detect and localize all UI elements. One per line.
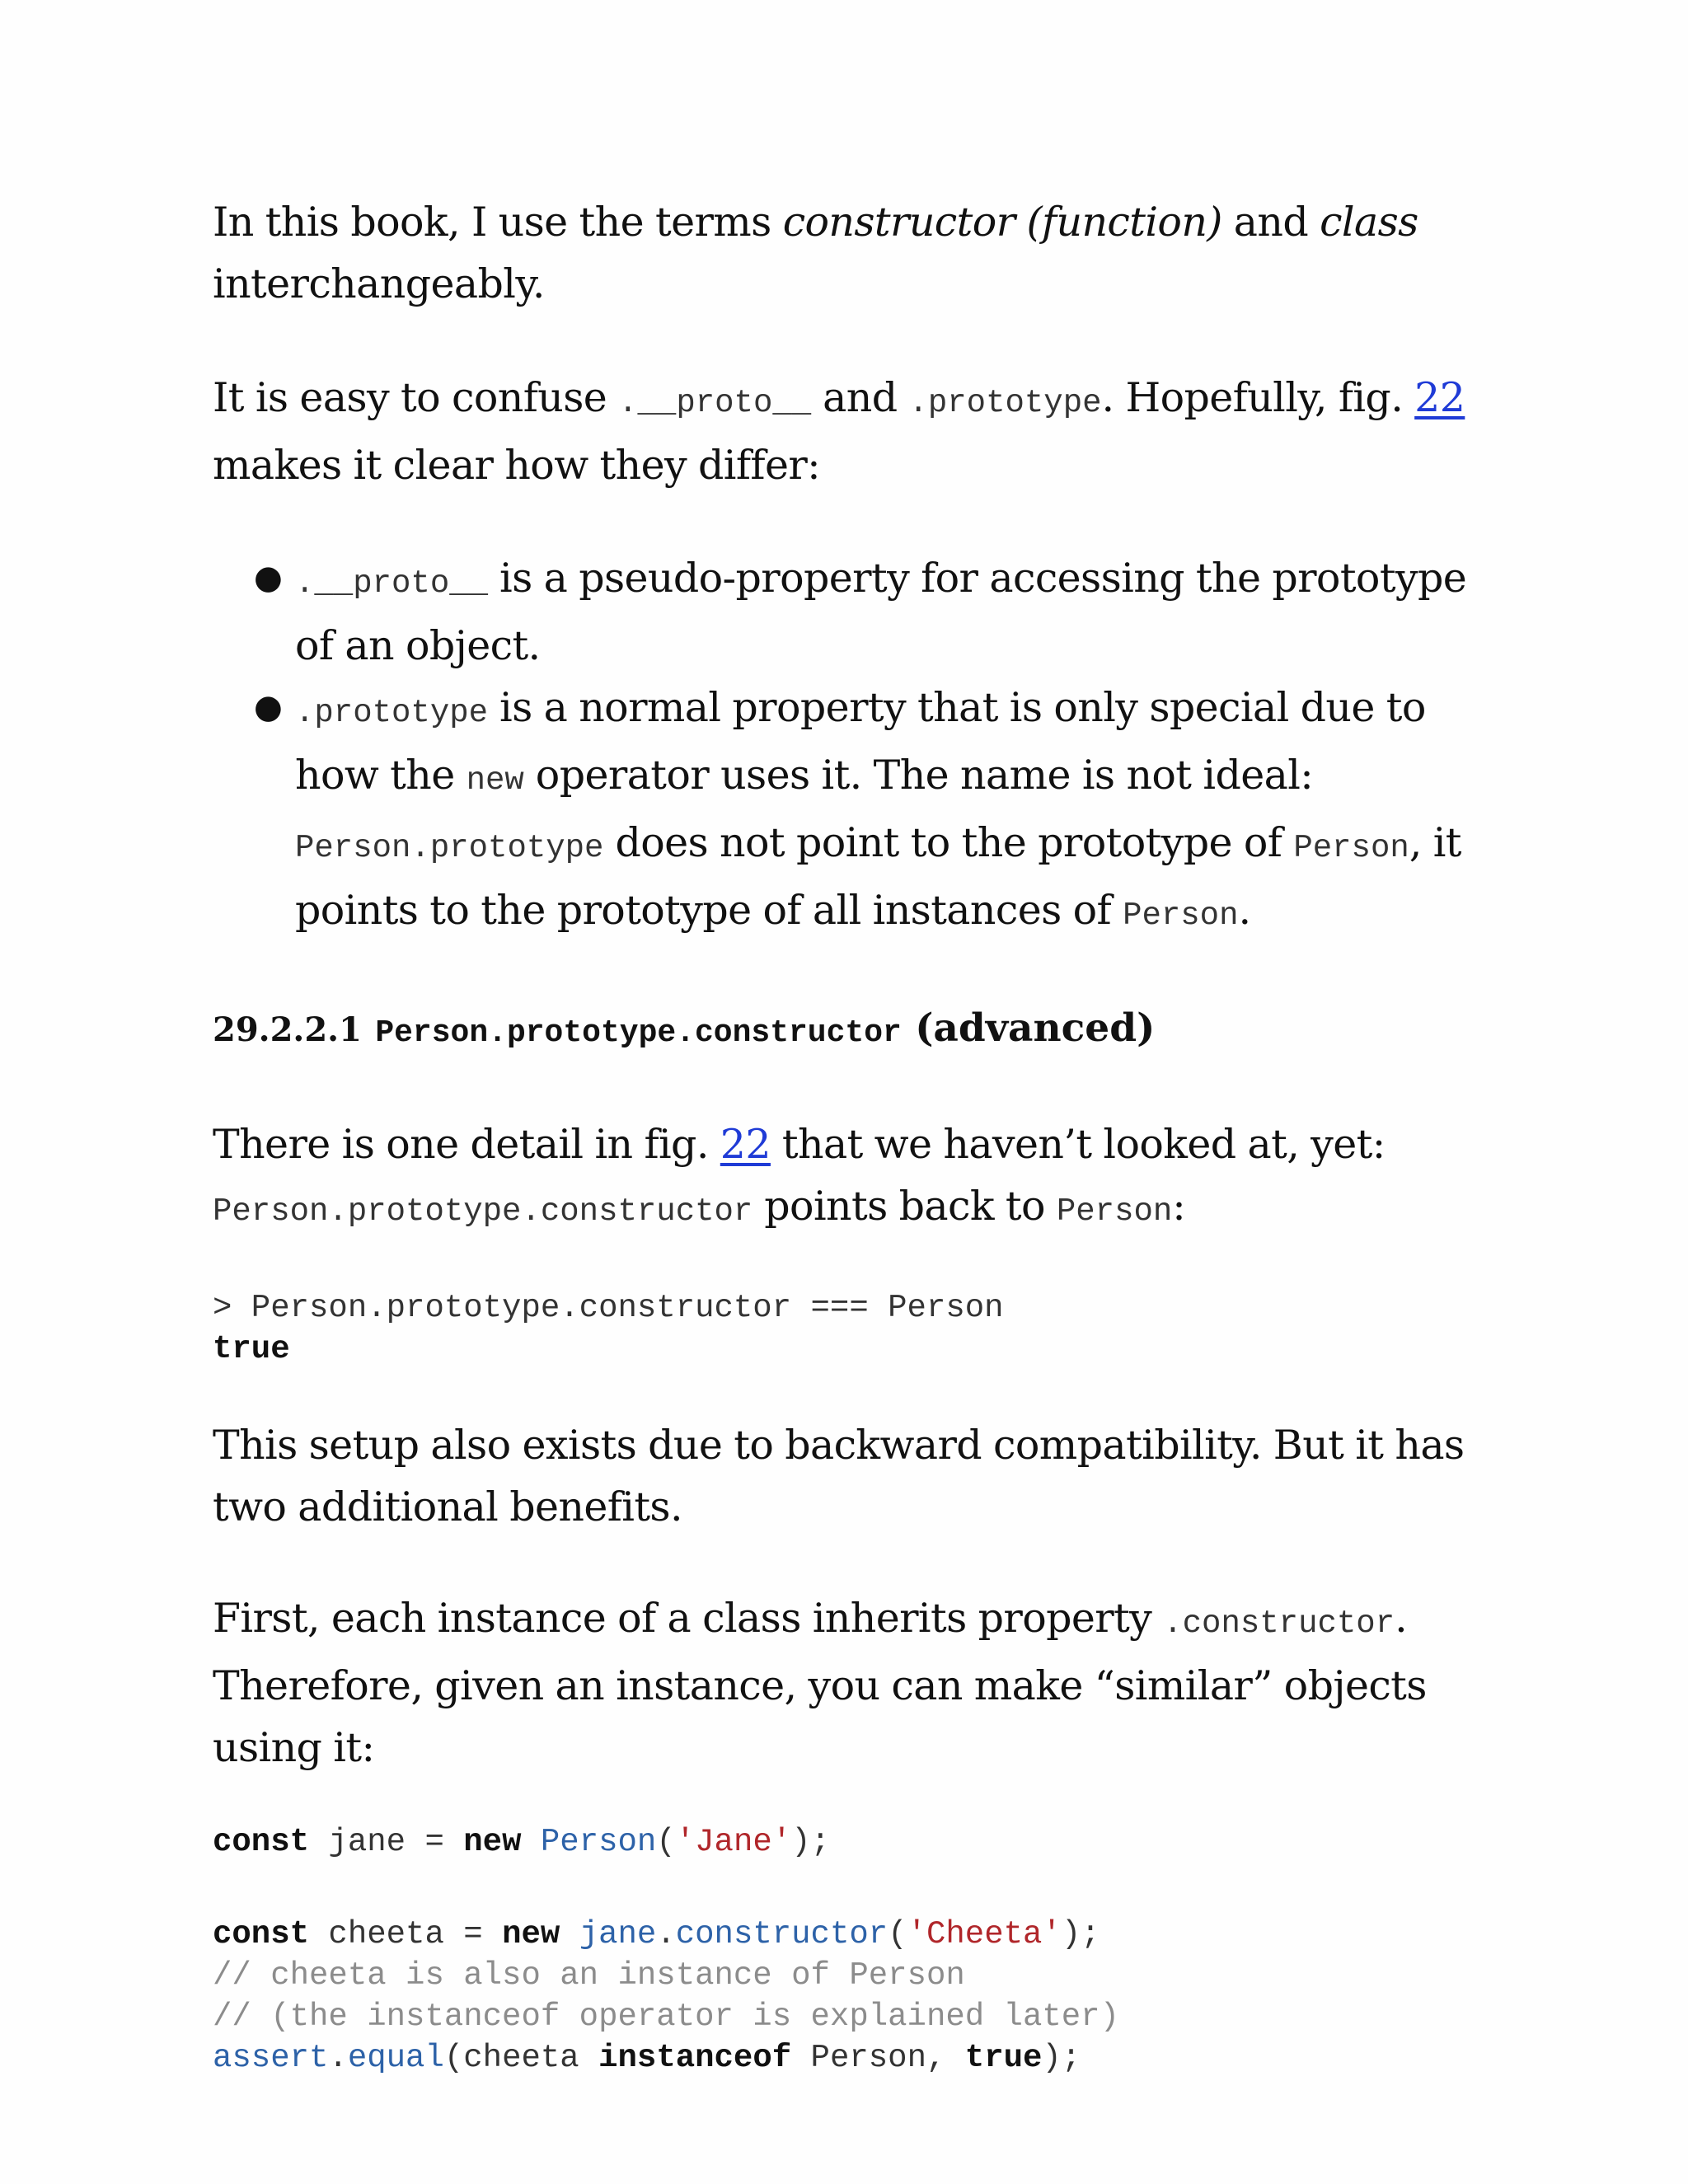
code-text: (cheeta: [443, 2040, 599, 2076]
code-text: cheeta =: [309, 1916, 503, 1952]
text: does not point to the prototype of: [603, 819, 1294, 866]
repl-input: > Person.prototype.constructor === Person: [213, 1290, 1004, 1326]
text: There is one detail in fig.: [213, 1121, 720, 1168]
code-line: [213, 1824, 830, 1860]
paragraph-confuse: [213, 367, 1498, 496]
inline-code: .__proto__: [618, 385, 812, 421]
code-text: );: [1042, 2040, 1081, 2076]
document-page: [213, 191, 1498, 2079]
inline-code: .__proto__: [295, 565, 489, 602]
inline-code: Person: [1056, 1193, 1173, 1230]
figure-link[interactable]: 22: [720, 1121, 771, 1168]
section-code: Person.prototype.constructor: [375, 1015, 902, 1051]
emphasis-constructor: constructor (function): [782, 199, 1222, 246]
string-literal: 'Jane': [675, 1824, 792, 1860]
code-text: .: [328, 2040, 348, 2076]
bullet-icon: ●: [254, 688, 283, 726]
text: First, each instance of a class inherits property: [213, 1595, 1164, 1642]
inline-code: Person: [1123, 898, 1239, 934]
text: that we haven’t looked at, yet:: [770, 1121, 1386, 1168]
inline-code: Person.prototype.constructor: [213, 1193, 753, 1230]
code-text: [560, 1916, 579, 1952]
code-text: (: [656, 1824, 676, 1860]
inline-code: .constructor: [1163, 1605, 1395, 1642]
text: In this book, I use the terms: [213, 199, 783, 246]
bullet-icon: ●: [254, 559, 283, 597]
text: .: [1238, 887, 1251, 934]
section-suffix: (advanced): [901, 1005, 1156, 1051]
text: is a normal property that is only special due to how the: [295, 684, 1426, 799]
identifier: Person: [540, 1824, 657, 1860]
repl-output: true: [213, 1331, 290, 1367]
text: . Hopefully, fig.: [1101, 374, 1415, 421]
keyword: new: [502, 1916, 560, 1952]
section-number: 29.2.2.1: [213, 1010, 362, 1049]
code-text: Person,: [791, 2040, 965, 2076]
code-block: [213, 1821, 1498, 2079]
string-literal: 'Cheeta': [907, 1916, 1062, 1952]
paragraph-detail: [213, 1113, 1498, 1243]
figure-link[interactable]: 22: [1414, 374, 1465, 421]
code-text: (: [888, 1916, 907, 1952]
text: It is easy to confuse: [213, 374, 619, 421]
text: :: [1172, 1183, 1186, 1230]
inline-code: new: [466, 762, 524, 799]
code-text: );: [1061, 1916, 1100, 1952]
keyword: new: [463, 1824, 522, 1860]
inline-code: Person: [1293, 830, 1409, 866]
text: . Therefore, given an instance, you can make “similar” objects using it:: [213, 1595, 1427, 1771]
inline-code: .prototype: [908, 385, 1102, 421]
text: makes it clear how they differ:: [213, 442, 821, 489]
code-comment: // (the instanceof operator is explained later): [213, 1999, 1119, 2035]
keyword: const: [213, 1916, 310, 1952]
paragraph-terms: [213, 191, 1498, 315]
text: is a pseudo-property for accessing the prototype of an object.: [295, 555, 1467, 669]
keyword: const: [213, 1824, 310, 1860]
identifier: constructor: [675, 1916, 889, 1952]
identifier: equal: [347, 2040, 444, 2076]
text: interchangeably.: [213, 260, 545, 307]
text: and: [1221, 199, 1320, 246]
text: operator uses it. The name is not ideal:: [523, 752, 1314, 799]
code-text: jane =: [309, 1824, 464, 1860]
text: points back to: [753, 1183, 1057, 1230]
code-line: [213, 1916, 1100, 1952]
identifier: jane: [579, 1916, 657, 1952]
paragraph-setup: [213, 1414, 1498, 1538]
code-text: .: [656, 1916, 676, 1952]
code-line: [213, 2040, 1081, 2076]
code-comment: // cheeta is also an instance of Person: [213, 1957, 965, 1994]
code-text: [521, 1824, 540, 1860]
repl-block: [213, 1287, 1498, 1370]
inline-code: Person.prototype: [295, 830, 604, 866]
keyword: true: [964, 2040, 1043, 2076]
text: This setup also exists due to backward compatibility. But it has two additional benefits.: [213, 1422, 1465, 1530]
inline-code: .prototype: [295, 695, 489, 731]
blank-line: [213, 1863, 1498, 1914]
code-text: );: [791, 1824, 830, 1860]
text: , it points to the prototype of all instances of: [295, 819, 1461, 934]
keyword: instanceof: [598, 2040, 792, 2076]
list-item: [213, 547, 1498, 677]
section-heading: [213, 1000, 1498, 1062]
bullet-list: [213, 547, 1498, 947]
identifier: assert: [213, 2040, 329, 2076]
list-item: [213, 677, 1498, 947]
paragraph-first: [213, 1587, 1498, 1779]
text: and: [811, 374, 909, 421]
emphasis-class: class: [1320, 199, 1418, 246]
